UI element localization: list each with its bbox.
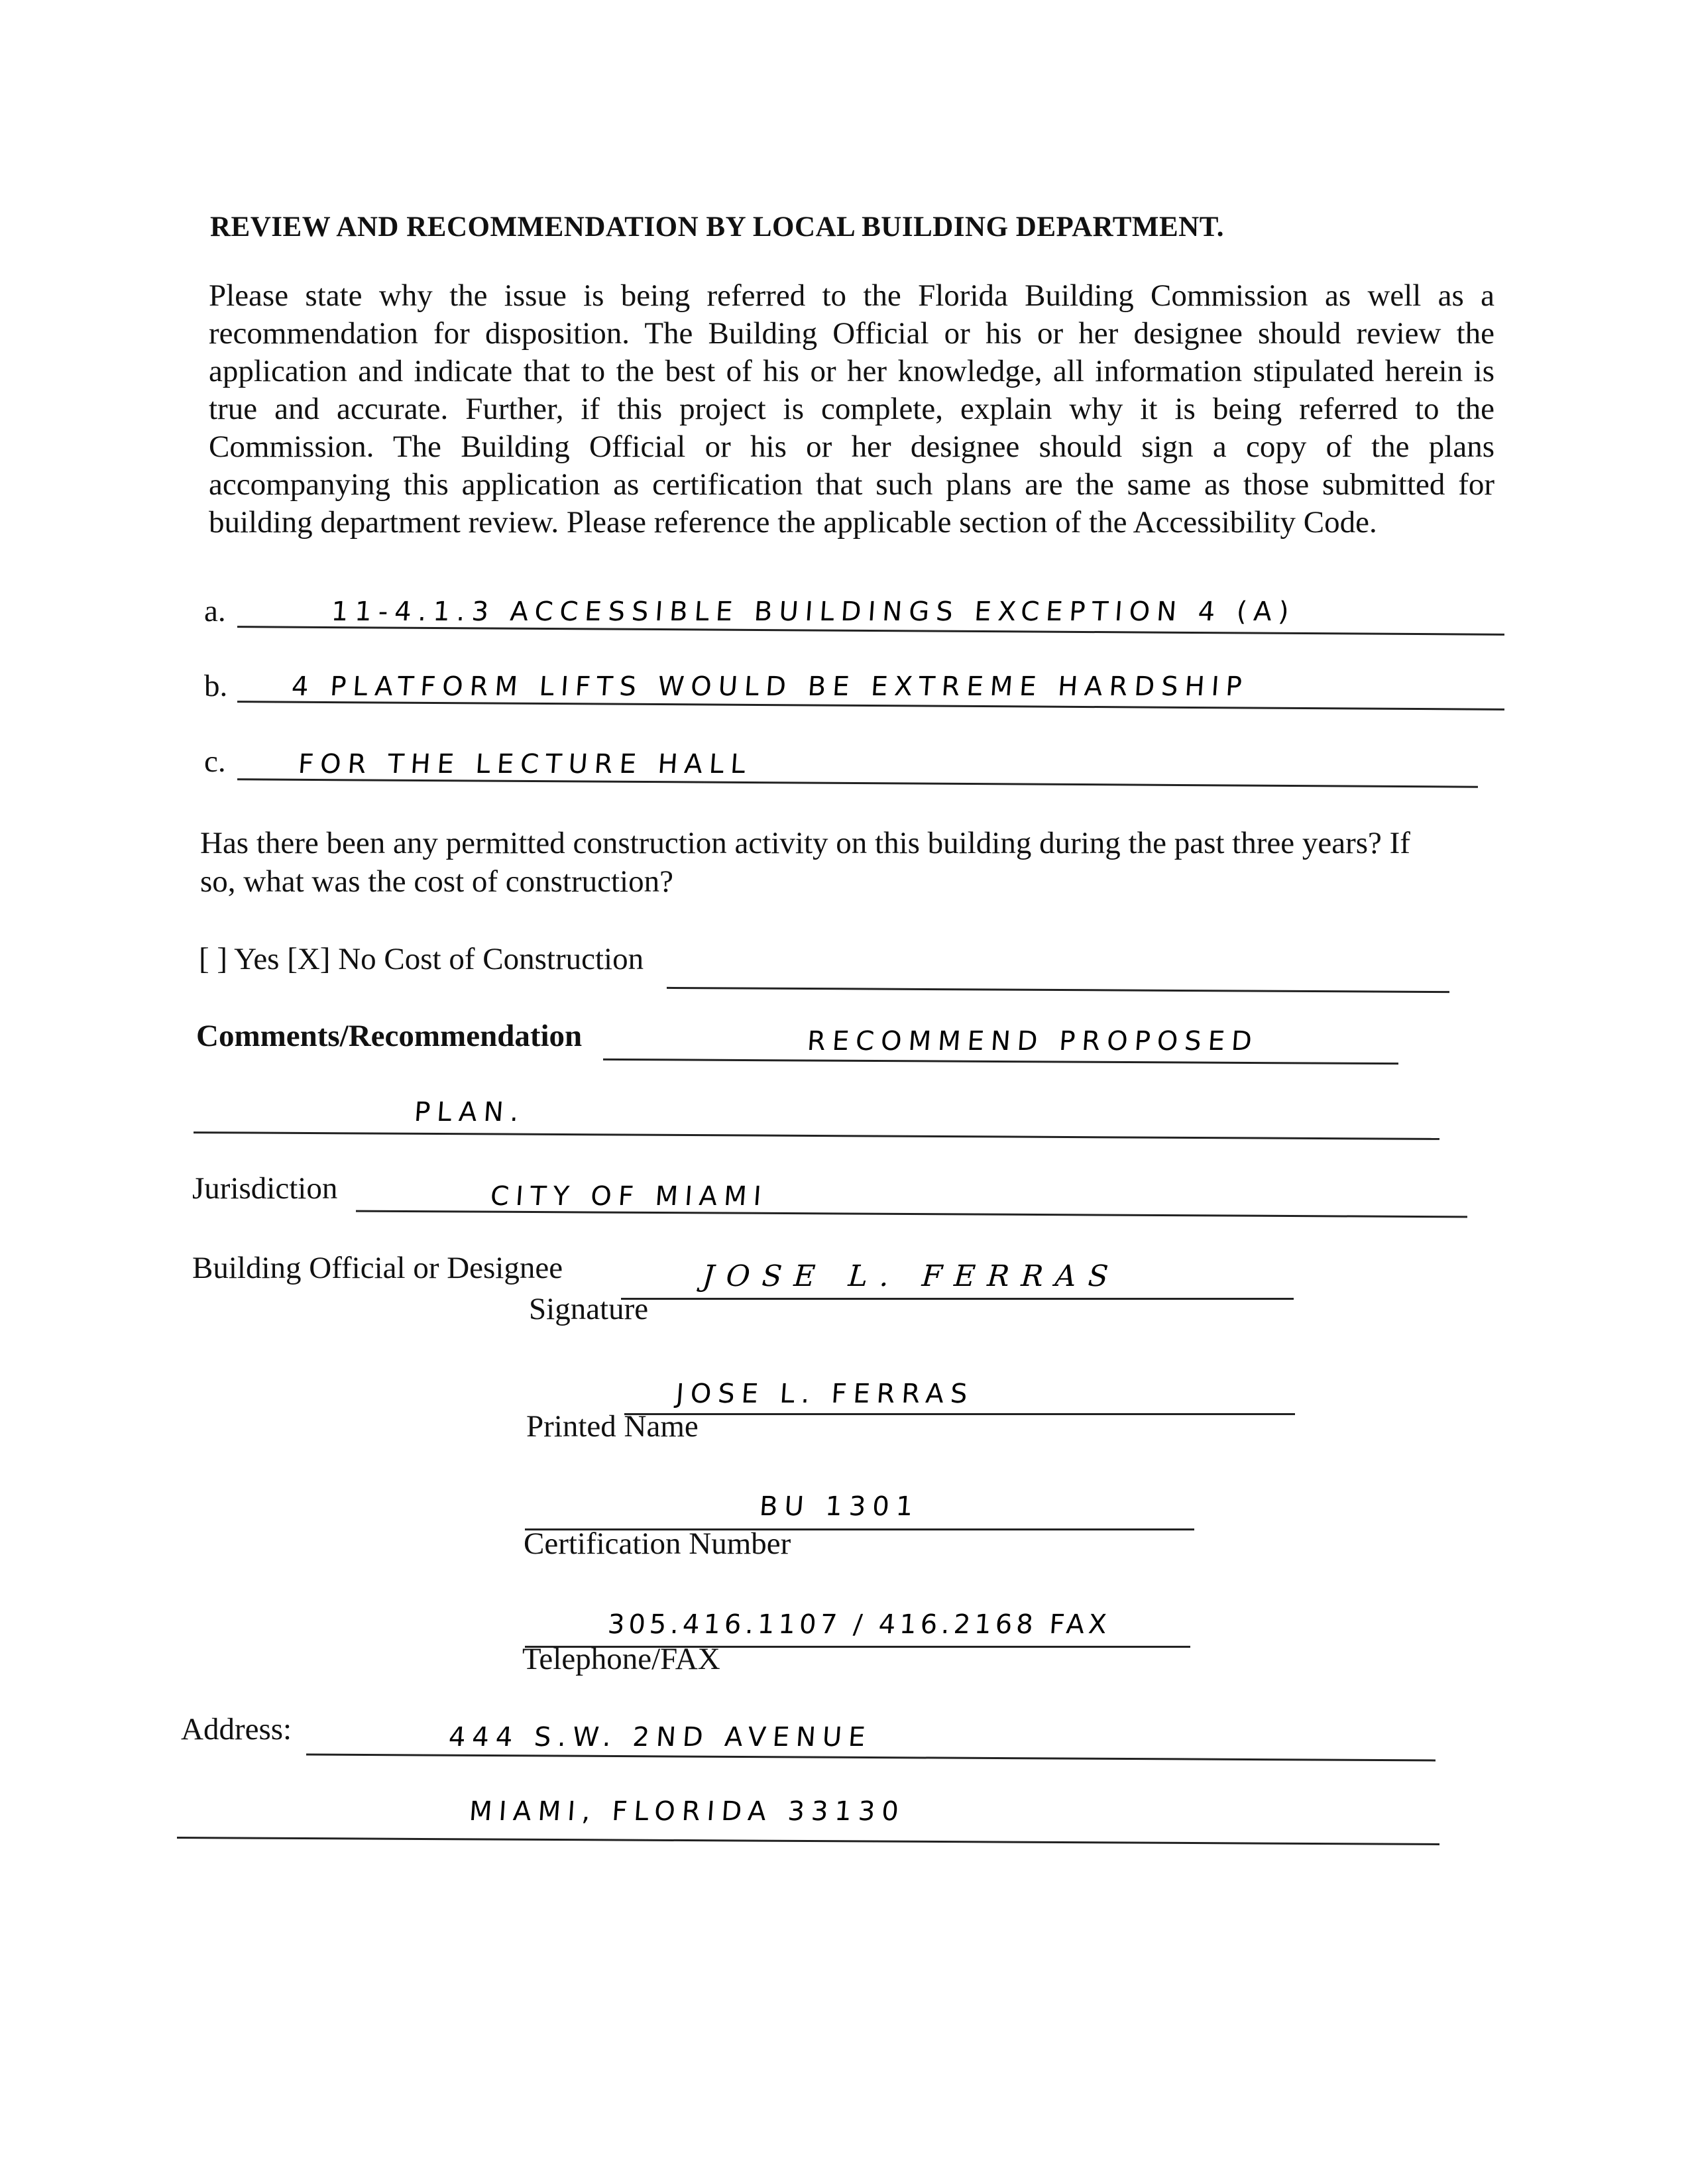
building-official-label: Building Official or Designee xyxy=(192,1251,563,1285)
signature-label: Signature xyxy=(529,1292,649,1326)
signature-field[interactable]: JOSE L. FERRAS xyxy=(701,1259,1121,1293)
yes-label: Yes xyxy=(234,942,280,976)
address-field-2[interactable]: MIAMI, FLORIDA 33130 xyxy=(468,1796,907,1827)
address-line-2 xyxy=(177,1837,1439,1845)
yes-checkbox[interactable]: [ ] xyxy=(199,942,228,976)
construction-answer-row xyxy=(199,941,644,977)
reason-c-field[interactable]: FOR THE LECTURE HALL xyxy=(297,749,754,779)
construction-question-line1: Has there been any permitted construction activity on this building during the past three years? If xyxy=(200,826,1410,860)
reason-c-line xyxy=(237,778,1478,787)
comments-line-1 xyxy=(603,1059,1398,1064)
telephone-field[interactable]: 305.416.1107 / 416.2168 FAX xyxy=(606,1609,1112,1640)
cost-of-construction-label: Cost of Construction xyxy=(384,942,644,976)
instructions-paragraph: Please state why the issue is being referred to the Florida Building Commission as well as a recommendation for disposition. The Building Official or his or her designee should review the application and indicate that to the best of his or her knowledge, all information stipulated herein is true and accurate. Further, if this project is complete, explain why it is being referred to the Commission. The Building Official or his or her designee should sign a copy of the plans accompanying this application as certification that such plans are the same as those submitted for building department review. Please reference the applicable section of the Accessibility Code. xyxy=(209,278,1494,540)
address-line-1 xyxy=(306,1754,1436,1762)
reason-c-label: c. xyxy=(204,744,226,779)
address-label: Address: xyxy=(181,1712,292,1747)
comments-line-2 xyxy=(194,1131,1439,1140)
printed-name-line xyxy=(624,1413,1295,1415)
printed-name-field[interactable]: JOSE L. FERRAS xyxy=(675,1379,975,1409)
cert-number-label: Certification Number xyxy=(524,1526,791,1561)
printed-name-label: Printed Name xyxy=(526,1409,699,1444)
jurisdiction-label: Jurisdiction xyxy=(192,1171,338,1206)
no-label: No xyxy=(338,942,376,976)
comments-field-1[interactable]: RECOMMEND PROPOSED xyxy=(806,1026,1260,1057)
reason-a-label: a. xyxy=(204,594,226,628)
reason-b-field[interactable]: 4 PLATFORM LIFTS WOULD BE EXTREME HARDSHIP xyxy=(290,671,1250,702)
form-title: REVIEW AND RECOMMENDATION BY LOCAL BUILDING DEPARTMENT. xyxy=(210,211,1224,243)
reason-a-line xyxy=(237,626,1504,636)
construction-question-line2: so, what was the cost of construction? xyxy=(200,864,673,899)
address-field-1[interactable]: 444 S.W. 2ND AVENUE xyxy=(447,1722,873,1753)
jurisdiction-field[interactable]: CITY OF MIAMI xyxy=(489,1181,769,1212)
comments-label: Comments/Recommendation xyxy=(196,1019,583,1053)
reason-b-label: b. xyxy=(204,669,228,703)
cost-of-construction-field[interactable] xyxy=(667,987,1449,993)
no-checkbox[interactable]: [X] xyxy=(287,942,331,976)
reason-a-field[interactable]: 11-4.1.3 ACCESSIBLE BUILDINGS EXCEPTION 4 (A) xyxy=(330,597,1297,627)
comments-field-2[interactable]: PLAN. xyxy=(413,1097,526,1127)
reason-b-line xyxy=(237,701,1504,711)
telephone-label: Telephone/FAX xyxy=(522,1642,720,1676)
cert-number-field[interactable]: BU 1301 xyxy=(758,1491,921,1522)
signature-line xyxy=(621,1298,1294,1300)
